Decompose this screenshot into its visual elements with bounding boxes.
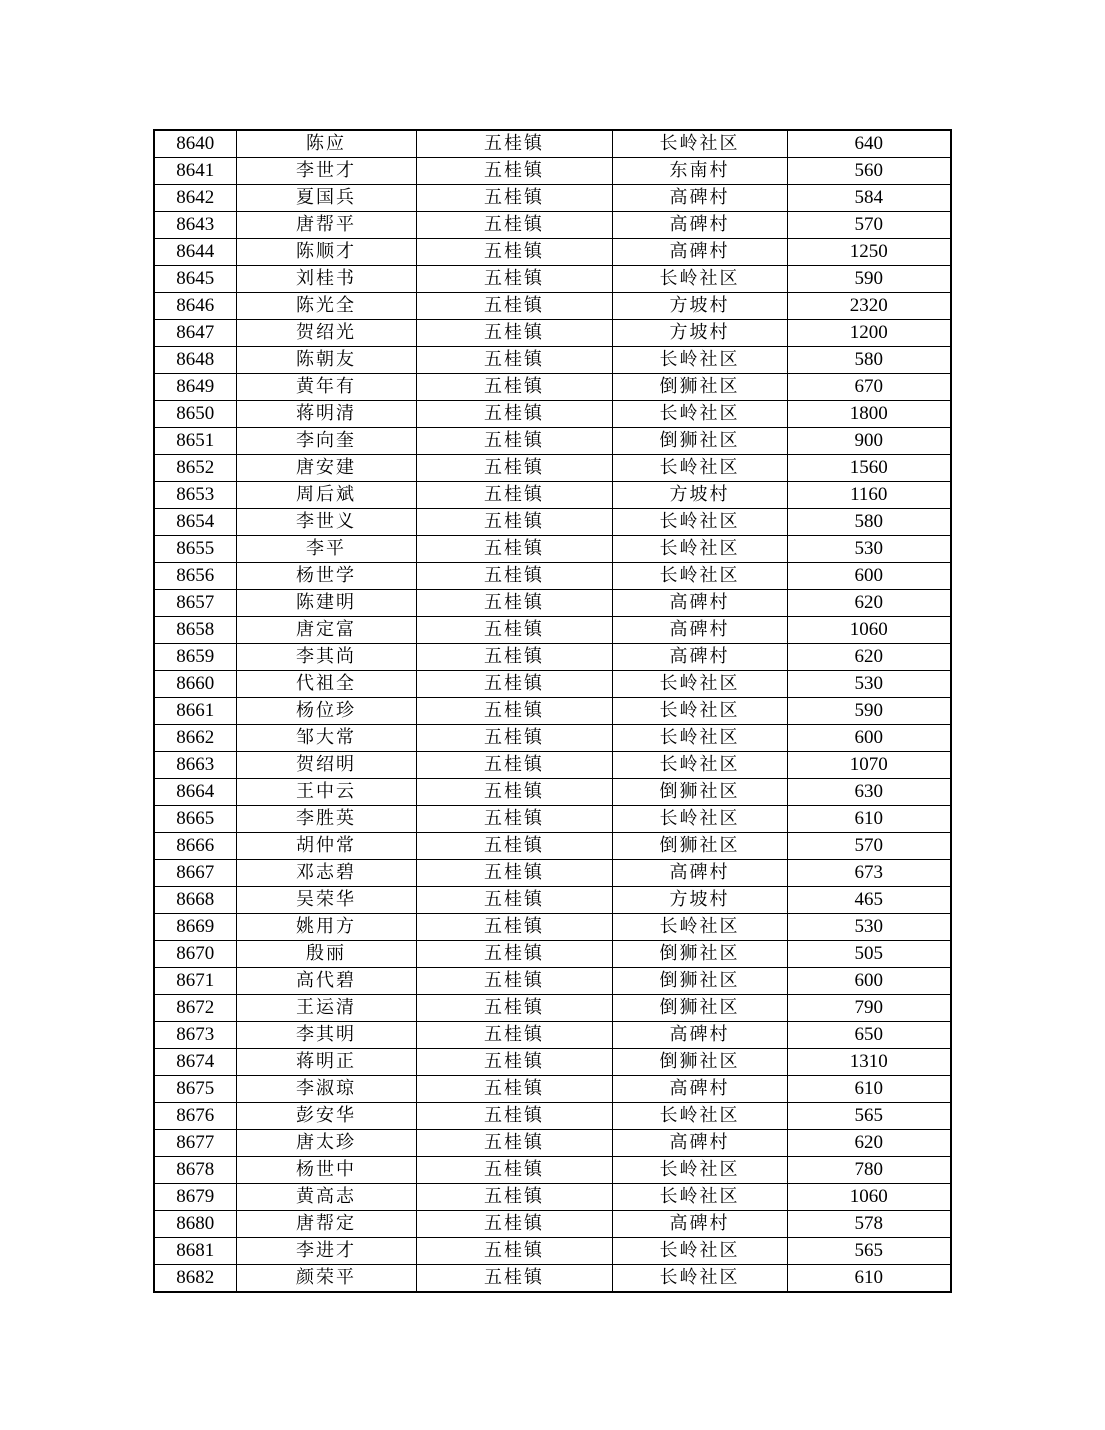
row-number-cell: 8671: [154, 968, 236, 995]
village-cell: 高碑村: [612, 617, 787, 644]
village-cell: 长岭社区: [612, 1103, 787, 1130]
table-row: [154, 320, 951, 347]
village-cell: 长岭社区: [612, 130, 787, 158]
town-cell: 五桂镇: [416, 752, 612, 779]
amount-cell: 1160: [787, 482, 951, 509]
town-cell: 五桂镇: [416, 968, 612, 995]
name-cell: 蒋明正: [236, 1049, 416, 1076]
table-row: [154, 1265, 951, 1293]
town-cell: 五桂镇: [416, 698, 612, 725]
town-cell: 五桂镇: [416, 1049, 612, 1076]
village-cell: 长岭社区: [612, 914, 787, 941]
village-cell: 长岭社区: [612, 347, 787, 374]
name-cell: 陈建明: [236, 590, 416, 617]
table-row: [154, 590, 951, 617]
town-cell: 五桂镇: [416, 590, 612, 617]
table-row: [154, 617, 951, 644]
amount-cell: 584: [787, 185, 951, 212]
amount-cell: 560: [787, 158, 951, 185]
table-row: [154, 158, 951, 185]
table-row: [154, 725, 951, 752]
village-cell: 长岭社区: [612, 536, 787, 563]
amount-cell: 530: [787, 914, 951, 941]
row-number-cell: 8658: [154, 617, 236, 644]
village-cell: 长岭社区: [612, 1265, 787, 1293]
row-number-cell: 8675: [154, 1076, 236, 1103]
table-row: [154, 698, 951, 725]
name-cell: 杨位珍: [236, 698, 416, 725]
village-cell: 高碑村: [612, 644, 787, 671]
name-cell: 颜荣平: [236, 1265, 416, 1293]
amount-cell: 620: [787, 1130, 951, 1157]
table-row: [154, 266, 951, 293]
name-cell: 陈朝友: [236, 347, 416, 374]
village-cell: 长岭社区: [612, 509, 787, 536]
village-cell: 东南村: [612, 158, 787, 185]
town-cell: 五桂镇: [416, 239, 612, 266]
table-row: [154, 644, 951, 671]
table-row: [154, 428, 951, 455]
row-number-cell: 8669: [154, 914, 236, 941]
name-cell: 唐定富: [236, 617, 416, 644]
table-row: [154, 752, 951, 779]
village-cell: 倒狮社区: [612, 941, 787, 968]
table-row: [154, 860, 951, 887]
name-cell: 陈应: [236, 130, 416, 158]
row-number-cell: 8664: [154, 779, 236, 806]
name-cell: 唐安建: [236, 455, 416, 482]
name-cell: 黄年有: [236, 374, 416, 401]
row-number-cell: 8659: [154, 644, 236, 671]
town-cell: 五桂镇: [416, 428, 612, 455]
amount-cell: 1800: [787, 401, 951, 428]
town-cell: 五桂镇: [416, 130, 612, 158]
town-cell: 五桂镇: [416, 1265, 612, 1293]
name-cell: 李胜英: [236, 806, 416, 833]
table-row: [154, 1157, 951, 1184]
row-number-cell: 8640: [154, 130, 236, 158]
amount-cell: 620: [787, 590, 951, 617]
table-row: [154, 482, 951, 509]
town-cell: 五桂镇: [416, 833, 612, 860]
row-number-cell: 8652: [154, 455, 236, 482]
row-number-cell: 8646: [154, 293, 236, 320]
village-cell: 长岭社区: [612, 455, 787, 482]
amount-cell: 1070: [787, 752, 951, 779]
village-cell: 方坡村: [612, 482, 787, 509]
row-number-cell: 8678: [154, 1157, 236, 1184]
table-row: [154, 941, 951, 968]
name-cell: 李进才: [236, 1238, 416, 1265]
town-cell: 五桂镇: [416, 374, 612, 401]
village-cell: 长岭社区: [612, 563, 787, 590]
village-cell: 长岭社区: [612, 1184, 787, 1211]
town-cell: 五桂镇: [416, 509, 612, 536]
village-cell: 倒狮社区: [612, 968, 787, 995]
town-cell: 五桂镇: [416, 482, 612, 509]
village-cell: 高碑村: [612, 1076, 787, 1103]
table-row: [154, 185, 951, 212]
town-cell: 五桂镇: [416, 1103, 612, 1130]
village-cell: 长岭社区: [612, 1157, 787, 1184]
table-row: [154, 1130, 951, 1157]
row-number-cell: 8682: [154, 1265, 236, 1293]
row-number-cell: 8676: [154, 1103, 236, 1130]
amount-cell: 580: [787, 509, 951, 536]
table-row: [154, 455, 951, 482]
town-cell: 五桂镇: [416, 941, 612, 968]
row-number-cell: 8654: [154, 509, 236, 536]
village-cell: 倒狮社区: [612, 995, 787, 1022]
table-row: [154, 239, 951, 266]
name-cell: 唐帮定: [236, 1211, 416, 1238]
amount-cell: 790: [787, 995, 951, 1022]
amount-cell: 600: [787, 725, 951, 752]
name-cell: 胡仲常: [236, 833, 416, 860]
amount-cell: 2320: [787, 293, 951, 320]
amount-cell: 1200: [787, 320, 951, 347]
village-cell: 倒狮社区: [612, 428, 787, 455]
town-cell: 五桂镇: [416, 617, 612, 644]
table-row: [154, 1238, 951, 1265]
amount-cell: 590: [787, 698, 951, 725]
name-cell: 陈顺才: [236, 239, 416, 266]
village-cell: 高碑村: [612, 1211, 787, 1238]
table-row: [154, 536, 951, 563]
amount-cell: 670: [787, 374, 951, 401]
amount-cell: 505: [787, 941, 951, 968]
name-cell: 高代碧: [236, 968, 416, 995]
village-cell: 长岭社区: [612, 671, 787, 698]
amount-cell: 610: [787, 1076, 951, 1103]
village-cell: 方坡村: [612, 887, 787, 914]
row-number-cell: 8679: [154, 1184, 236, 1211]
name-cell: 夏国兵: [236, 185, 416, 212]
amount-cell: 1060: [787, 617, 951, 644]
name-cell: 蒋明清: [236, 401, 416, 428]
name-cell: 刘桂书: [236, 266, 416, 293]
name-cell: 李其尚: [236, 644, 416, 671]
village-cell: 长岭社区: [612, 806, 787, 833]
row-number-cell: 8667: [154, 860, 236, 887]
row-number-cell: 8644: [154, 239, 236, 266]
name-cell: 陈光全: [236, 293, 416, 320]
village-cell: 长岭社区: [612, 401, 787, 428]
name-cell: 李世才: [236, 158, 416, 185]
table-row: [154, 887, 951, 914]
table-row: [154, 806, 951, 833]
amount-cell: 590: [787, 266, 951, 293]
name-cell: 代祖全: [236, 671, 416, 698]
table-row: [154, 833, 951, 860]
amount-cell: 570: [787, 833, 951, 860]
row-number-cell: 8643: [154, 212, 236, 239]
name-cell: 贺绍光: [236, 320, 416, 347]
table-row: [154, 779, 951, 806]
name-cell: 李淑琼: [236, 1076, 416, 1103]
village-cell: 高碑村: [612, 212, 787, 239]
name-cell: 李世义: [236, 509, 416, 536]
table-row: [154, 1103, 951, 1130]
amount-cell: 780: [787, 1157, 951, 1184]
row-number-cell: 8656: [154, 563, 236, 590]
village-cell: 高碑村: [612, 860, 787, 887]
name-cell: 王运清: [236, 995, 416, 1022]
amount-cell: 650: [787, 1022, 951, 1049]
town-cell: 五桂镇: [416, 293, 612, 320]
town-cell: 五桂镇: [416, 995, 612, 1022]
town-cell: 五桂镇: [416, 1157, 612, 1184]
amount-cell: 640: [787, 130, 951, 158]
row-number-cell: 8660: [154, 671, 236, 698]
table-row: [154, 374, 951, 401]
town-cell: 五桂镇: [416, 1076, 612, 1103]
row-number-cell: 8680: [154, 1211, 236, 1238]
town-cell: 五桂镇: [416, 887, 612, 914]
name-cell: 杨世中: [236, 1157, 416, 1184]
table-row: [154, 968, 951, 995]
village-cell: 倒狮社区: [612, 833, 787, 860]
village-cell: 倒狮社区: [612, 779, 787, 806]
amount-cell: 465: [787, 887, 951, 914]
village-cell: 长岭社区: [612, 698, 787, 725]
amount-cell: 620: [787, 644, 951, 671]
amount-cell: 580: [787, 347, 951, 374]
name-cell: 李向奎: [236, 428, 416, 455]
row-number-cell: 8662: [154, 725, 236, 752]
amount-cell: 610: [787, 806, 951, 833]
town-cell: 五桂镇: [416, 401, 612, 428]
row-number-cell: 8670: [154, 941, 236, 968]
town-cell: 五桂镇: [416, 1211, 612, 1238]
table-row: [154, 130, 951, 158]
name-cell: 杨世学: [236, 563, 416, 590]
row-number-cell: 8650: [154, 401, 236, 428]
amount-cell: 600: [787, 563, 951, 590]
town-cell: 五桂镇: [416, 455, 612, 482]
amount-cell: 900: [787, 428, 951, 455]
village-cell: 倒狮社区: [612, 374, 787, 401]
row-number-cell: 8651: [154, 428, 236, 455]
row-number-cell: 8645: [154, 266, 236, 293]
village-cell: 长岭社区: [612, 266, 787, 293]
table-row: [154, 509, 951, 536]
name-cell: 李其明: [236, 1022, 416, 1049]
row-number-cell: 8674: [154, 1049, 236, 1076]
table-row: [154, 671, 951, 698]
amount-cell: 673: [787, 860, 951, 887]
town-cell: 五桂镇: [416, 185, 612, 212]
town-cell: 五桂镇: [416, 806, 612, 833]
town-cell: 五桂镇: [416, 1184, 612, 1211]
village-cell: 倒狮社区: [612, 1049, 787, 1076]
town-cell: 五桂镇: [416, 779, 612, 806]
data-table: [153, 129, 952, 1293]
amount-cell: 600: [787, 968, 951, 995]
village-cell: 方坡村: [612, 320, 787, 347]
table-body: [154, 130, 951, 1292]
village-cell: 长岭社区: [612, 752, 787, 779]
table-row: [154, 914, 951, 941]
row-number-cell: 8665: [154, 806, 236, 833]
name-cell: 邓志碧: [236, 860, 416, 887]
row-number-cell: 8666: [154, 833, 236, 860]
town-cell: 五桂镇: [416, 1022, 612, 1049]
row-number-cell: 8642: [154, 185, 236, 212]
table-row: [154, 995, 951, 1022]
village-cell: 高碑村: [612, 239, 787, 266]
town-cell: 五桂镇: [416, 671, 612, 698]
table-row: [154, 293, 951, 320]
village-cell: 高碑村: [612, 1022, 787, 1049]
name-cell: 邹大常: [236, 725, 416, 752]
village-cell: 高碑村: [612, 185, 787, 212]
amount-cell: 610: [787, 1265, 951, 1293]
amount-cell: 530: [787, 536, 951, 563]
amount-cell: 1060: [787, 1184, 951, 1211]
name-cell: 吴荣华: [236, 887, 416, 914]
village-cell: 长岭社区: [612, 725, 787, 752]
amount-cell: 578: [787, 1211, 951, 1238]
town-cell: 五桂镇: [416, 536, 612, 563]
amount-cell: 565: [787, 1238, 951, 1265]
town-cell: 五桂镇: [416, 212, 612, 239]
name-cell: 唐帮平: [236, 212, 416, 239]
name-cell: 周后斌: [236, 482, 416, 509]
table-row: [154, 1049, 951, 1076]
name-cell: 殷丽: [236, 941, 416, 968]
town-cell: 五桂镇: [416, 860, 612, 887]
table-row: [154, 1211, 951, 1238]
name-cell: 姚用方: [236, 914, 416, 941]
table-row: [154, 1022, 951, 1049]
row-number-cell: 8648: [154, 347, 236, 374]
village-cell: 长岭社区: [612, 1238, 787, 1265]
town-cell: 五桂镇: [416, 320, 612, 347]
name-cell: 贺绍明: [236, 752, 416, 779]
town-cell: 五桂镇: [416, 914, 612, 941]
row-number-cell: 8649: [154, 374, 236, 401]
amount-cell: 570: [787, 212, 951, 239]
town-cell: 五桂镇: [416, 1238, 612, 1265]
amount-cell: 565: [787, 1103, 951, 1130]
table-row: [154, 212, 951, 239]
row-number-cell: 8653: [154, 482, 236, 509]
table-row: [154, 1076, 951, 1103]
amount-cell: 1310: [787, 1049, 951, 1076]
row-number-cell: 8661: [154, 698, 236, 725]
table-row: [154, 401, 951, 428]
town-cell: 五桂镇: [416, 725, 612, 752]
row-number-cell: 8655: [154, 536, 236, 563]
village-cell: 方坡村: [612, 293, 787, 320]
name-cell: 彭安华: [236, 1103, 416, 1130]
row-number-cell: 8673: [154, 1022, 236, 1049]
name-cell: 王中云: [236, 779, 416, 806]
name-cell: 李平: [236, 536, 416, 563]
amount-cell: 530: [787, 671, 951, 698]
table-row: [154, 347, 951, 374]
name-cell: 唐太珍: [236, 1130, 416, 1157]
town-cell: 五桂镇: [416, 347, 612, 374]
row-number-cell: 8657: [154, 590, 236, 617]
amount-cell: 630: [787, 779, 951, 806]
row-number-cell: 8668: [154, 887, 236, 914]
row-number-cell: 8641: [154, 158, 236, 185]
village-cell: 高碑村: [612, 1130, 787, 1157]
town-cell: 五桂镇: [416, 158, 612, 185]
town-cell: 五桂镇: [416, 1130, 612, 1157]
town-cell: 五桂镇: [416, 266, 612, 293]
amount-cell: 1560: [787, 455, 951, 482]
town-cell: 五桂镇: [416, 563, 612, 590]
town-cell: 五桂镇: [416, 644, 612, 671]
name-cell: 黄高志: [236, 1184, 416, 1211]
table-row: [154, 563, 951, 590]
amount-cell: 1250: [787, 239, 951, 266]
table-row: [154, 1184, 951, 1211]
row-number-cell: 8672: [154, 995, 236, 1022]
row-number-cell: 8647: [154, 320, 236, 347]
village-cell: 高碑村: [612, 590, 787, 617]
row-number-cell: 8663: [154, 752, 236, 779]
row-number-cell: 8681: [154, 1238, 236, 1265]
row-number-cell: 8677: [154, 1130, 236, 1157]
